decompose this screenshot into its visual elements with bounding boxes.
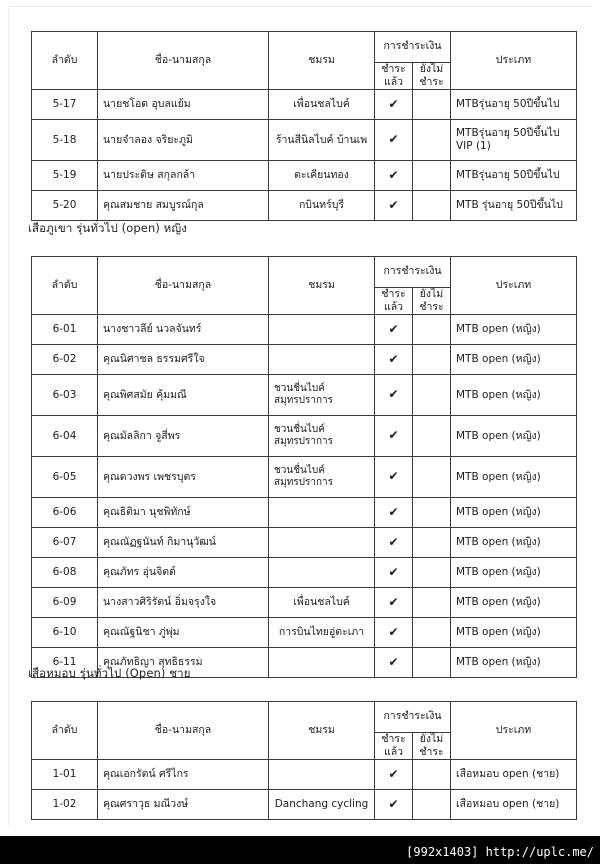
table-row [32, 790, 577, 820]
cell-paid [375, 90, 413, 120]
check-icon: ✔ [388, 654, 399, 669]
col-header-type: ประเภท [451, 257, 577, 315]
col-header-unpaid: ยังไม่ชำระ [413, 288, 451, 315]
table-row [32, 558, 577, 588]
col-header-no: ลำดับ [32, 702, 98, 760]
cell-paid [375, 161, 413, 191]
col-header-no: ลำดับ [32, 257, 98, 315]
cell-unpaid [413, 618, 451, 648]
cell-unpaid [413, 161, 451, 191]
cell-no: 1-01 [32, 760, 98, 790]
table-3-header [32, 702, 577, 760]
cell-name: นายประดิษ สกุลกล้า [98, 161, 269, 191]
cell-type: MTB open (หญิง) [451, 345, 577, 375]
cell-name: คุณภัทธิญา สุทธิธรรม [98, 648, 269, 678]
cell-unpaid [413, 588, 451, 618]
check-icon: ✔ [388, 796, 399, 811]
cell-club: กบินทร์บุรี [269, 191, 375, 221]
table-2-header-row-1 [32, 257, 577, 288]
table-row [32, 191, 577, 221]
cell-name: นายชโอด อุบลแย้ม [98, 90, 269, 120]
cell-type-line-1: MTBรุ่นอายุ 50ปีขึ้นไป [456, 127, 560, 140]
cell-club: เพื่อนชลไบค์ [269, 90, 375, 120]
cell-name: นายจำลอง จริยะภูมิ [98, 120, 269, 161]
col-header-type: ประเภท [451, 32, 577, 90]
col-header-club: ชมรม [269, 702, 375, 760]
cell-club: การบินไทยอู่ตะเภา [269, 618, 375, 648]
registration-table-3 [31, 701, 577, 820]
col-header-payment-group: การชำระเงิน [375, 32, 451, 63]
cell-club [269, 315, 375, 345]
cell-no: 5-20 [32, 191, 98, 221]
col-header-paid: ชำระแล้ว [375, 63, 413, 90]
cell-no: 6-03 [32, 375, 98, 416]
cell-no: 6-04 [32, 416, 98, 457]
check-icon: ✔ [388, 594, 399, 609]
cell-club [269, 457, 375, 498]
table-row [32, 90, 577, 120]
cell-unpaid [413, 315, 451, 345]
check-icon: ✔ [388, 96, 399, 111]
check-icon: ✔ [388, 351, 399, 366]
cell-unpaid [413, 528, 451, 558]
cell-name: คุณเอกรัตน์ ศรีไกร [98, 760, 269, 790]
cell-unpaid [413, 790, 451, 820]
cell-paid [375, 588, 413, 618]
cell-paid [375, 760, 413, 790]
cell-club-line-1: ชวนชื่นไบค์ [274, 464, 325, 476]
cell-type: MTB open (หญิง) [451, 498, 577, 528]
page-edge-left [8, 6, 9, 826]
section-heading-road-open-men: เสือหมอบ รุ่นทั่วไป (Open) ชาย [28, 666, 191, 680]
table-3-header-row-1 [32, 702, 577, 733]
check-icon: ✔ [388, 504, 399, 519]
cell-paid [375, 416, 413, 457]
cell-paid [375, 648, 413, 678]
cell-type: MTB open (หญิง) [451, 528, 577, 558]
cell-name: คุณพิศสมัย คุ้มมณี [98, 375, 269, 416]
cell-type: MTB รุ่นอายุ 50ปีขึ้นไป [451, 191, 577, 221]
table-row [32, 588, 577, 618]
cell-name: คุณณัฐนิชา ภู่พุ่ม [98, 618, 269, 648]
table-row [32, 345, 577, 375]
cell-type: MTBรุ่นอายุ 50ปีขึ้นไป [451, 161, 577, 191]
cell-no: 5-19 [32, 161, 98, 191]
table-row [32, 315, 577, 345]
cell-unpaid [413, 416, 451, 457]
cell-unpaid [413, 498, 451, 528]
col-header-unpaid: ยังไม่ชำระ [413, 63, 451, 90]
cell-club-line-1: ชวนชื่นไบค์ [274, 423, 325, 435]
cell-paid [375, 120, 413, 161]
cell-type: MTB open (หญิง) [451, 457, 577, 498]
cell-unpaid [413, 457, 451, 498]
col-header-club: ชมรม [269, 257, 375, 315]
cell-no: 6-07 [32, 528, 98, 558]
cell-club [269, 375, 375, 416]
cell-no: 6-09 [32, 588, 98, 618]
cell-club [269, 528, 375, 558]
cell-unpaid [413, 648, 451, 678]
check-icon: ✔ [388, 387, 399, 402]
cell-club [269, 760, 375, 790]
cell-no: 6-01 [32, 315, 98, 345]
cell-no: 5-17 [32, 90, 98, 120]
cell-unpaid [413, 760, 451, 790]
cell-unpaid [413, 345, 451, 375]
col-header-payment-group: การชำระเงิน [375, 702, 451, 733]
cell-no: 6-05 [32, 457, 98, 498]
col-header-unpaid: ยังไม่ชำระ [413, 733, 451, 760]
cell-club: ร้านสีนิลไบค์ บ้านเพ [269, 120, 375, 161]
table-row [32, 760, 577, 790]
col-header-name: ชื่อ-นามสกุล [98, 32, 269, 90]
table-1-body [32, 90, 577, 221]
cell-name: คุณสมชาย สมบูรณ์กุล [98, 191, 269, 221]
cell-paid [375, 498, 413, 528]
check-icon: ✔ [388, 132, 399, 147]
cell-club: ตะเคียนทอง [269, 161, 375, 191]
table-row [32, 416, 577, 457]
cell-name: คุณภัทร อุ่นจิตต์ [98, 558, 269, 588]
cell-club [269, 558, 375, 588]
cell-type: MTB open (หญิง) [451, 588, 577, 618]
cell-paid [375, 618, 413, 648]
cell-paid [375, 191, 413, 221]
cell-no: 6-11 [32, 648, 98, 678]
check-icon: ✔ [388, 167, 399, 182]
check-icon: ✔ [388, 197, 399, 212]
check-icon: ✔ [388, 564, 399, 579]
cell-no: 1-02 [32, 790, 98, 820]
cell-club-line-1: ชวนชื่นไบค์ [274, 382, 325, 394]
table-row [32, 120, 577, 161]
cell-type: MTB open (หญิง) [451, 375, 577, 416]
check-icon: ✔ [388, 534, 399, 549]
cell-unpaid [413, 191, 451, 221]
cell-type: MTB open (หญิง) [451, 416, 577, 457]
cell-type: MTB open (หญิง) [451, 618, 577, 648]
col-header-name: ชื่อ-นามสกุล [98, 702, 269, 760]
cell-paid [375, 375, 413, 416]
cell-name: คุณณัฏฐนันท์ กิมานุวัฒน์ [98, 528, 269, 558]
cell-unpaid [413, 90, 451, 120]
cell-name: นางชาวลีย์ นวลจันทร์ [98, 315, 269, 345]
table-row [32, 375, 577, 416]
col-header-paid: ชำระแล้ว [375, 288, 413, 315]
cell-club [269, 648, 375, 678]
cell-club-line-2: สมุทรปราการ [274, 436, 334, 448]
cell-club-line-2: สมุทรปราการ [274, 477, 334, 489]
table-2-header [32, 257, 577, 315]
table-row [32, 618, 577, 648]
cell-type: เสือหมอบ open (ชาย) [451, 760, 577, 790]
col-header-no: ลำดับ [32, 32, 98, 90]
cell-type: MTBรุ่นอายุ 50ปีขึ้นไป [451, 90, 577, 120]
page-edge-top [8, 6, 592, 7]
table-2-body [32, 315, 577, 678]
table-3-body [32, 760, 577, 820]
cell-club-line-2: สมุทรปราการ [274, 395, 334, 407]
cell-paid [375, 790, 413, 820]
table-1-header [32, 32, 577, 90]
registration-table-1 [31, 31, 577, 221]
check-icon: ✔ [388, 624, 399, 639]
cell-club [269, 498, 375, 528]
cell-name: คุณดวงพร เพชรบุตร [98, 457, 269, 498]
check-icon: ✔ [388, 321, 399, 336]
table-row [32, 528, 577, 558]
table-row [32, 161, 577, 191]
cell-type: MTB open (หญิง) [451, 315, 577, 345]
cell-club: Danchang cycling [269, 790, 375, 820]
check-icon: ✔ [388, 469, 399, 484]
table-row [32, 498, 577, 528]
col-header-club: ชมรม [269, 32, 375, 90]
cell-name: คุณศราวุธ มณีวงษ์ [98, 790, 269, 820]
cell-no: 6-06 [32, 498, 98, 528]
cell-type: MTB open (หญิง) [451, 648, 577, 678]
cell-unpaid [413, 375, 451, 416]
registration-table-2 [31, 256, 577, 678]
cell-paid [375, 315, 413, 345]
col-header-payment-group: การชำระเงิน [375, 257, 451, 288]
cell-name: คุณมัลลิกา จูสี่พร [98, 416, 269, 457]
table-row [32, 457, 577, 498]
cell-paid [375, 528, 413, 558]
check-icon: ✔ [388, 766, 399, 781]
section-heading-mtb-open-women: เสือภูเขา รุ่นทั่วไป (open) หญิง [28, 221, 187, 235]
cell-club: เพื่อนชลไบค์ [269, 588, 375, 618]
footer-watermark-text: [992x1403] http://uplc.me/ [406, 845, 594, 859]
col-header-type: ประเภท [451, 702, 577, 760]
cell-unpaid [413, 558, 451, 588]
cell-club [269, 416, 375, 457]
cell-type: เสือหมอบ open (ชาย) [451, 790, 577, 820]
cell-no: 6-02 [32, 345, 98, 375]
cell-type: MTB open (หญิง) [451, 558, 577, 588]
cell-no: 5-18 [32, 120, 98, 161]
col-header-name: ชื่อ-นามสกุล [98, 257, 269, 315]
cell-paid [375, 457, 413, 498]
cell-name: นางสาวศิริรัตน์ อิ่มจรุงใจ [98, 588, 269, 618]
cell-name: คุณธิติมา นุชพิทักษ์ [98, 498, 269, 528]
cell-name: คุณนิศาชล ธรรมศรีใจ [98, 345, 269, 375]
cell-no: 6-08 [32, 558, 98, 588]
cell-paid [375, 345, 413, 375]
cell-club [269, 345, 375, 375]
cell-unpaid [413, 120, 451, 161]
cell-type [451, 120, 577, 161]
check-icon: ✔ [388, 428, 399, 443]
cell-paid [375, 558, 413, 588]
table-1-header-row-1 [32, 32, 577, 63]
col-header-paid: ชำระแล้ว [375, 733, 413, 760]
cell-type-line-2: VIP (1) [456, 140, 491, 153]
cell-no: 6-10 [32, 618, 98, 648]
